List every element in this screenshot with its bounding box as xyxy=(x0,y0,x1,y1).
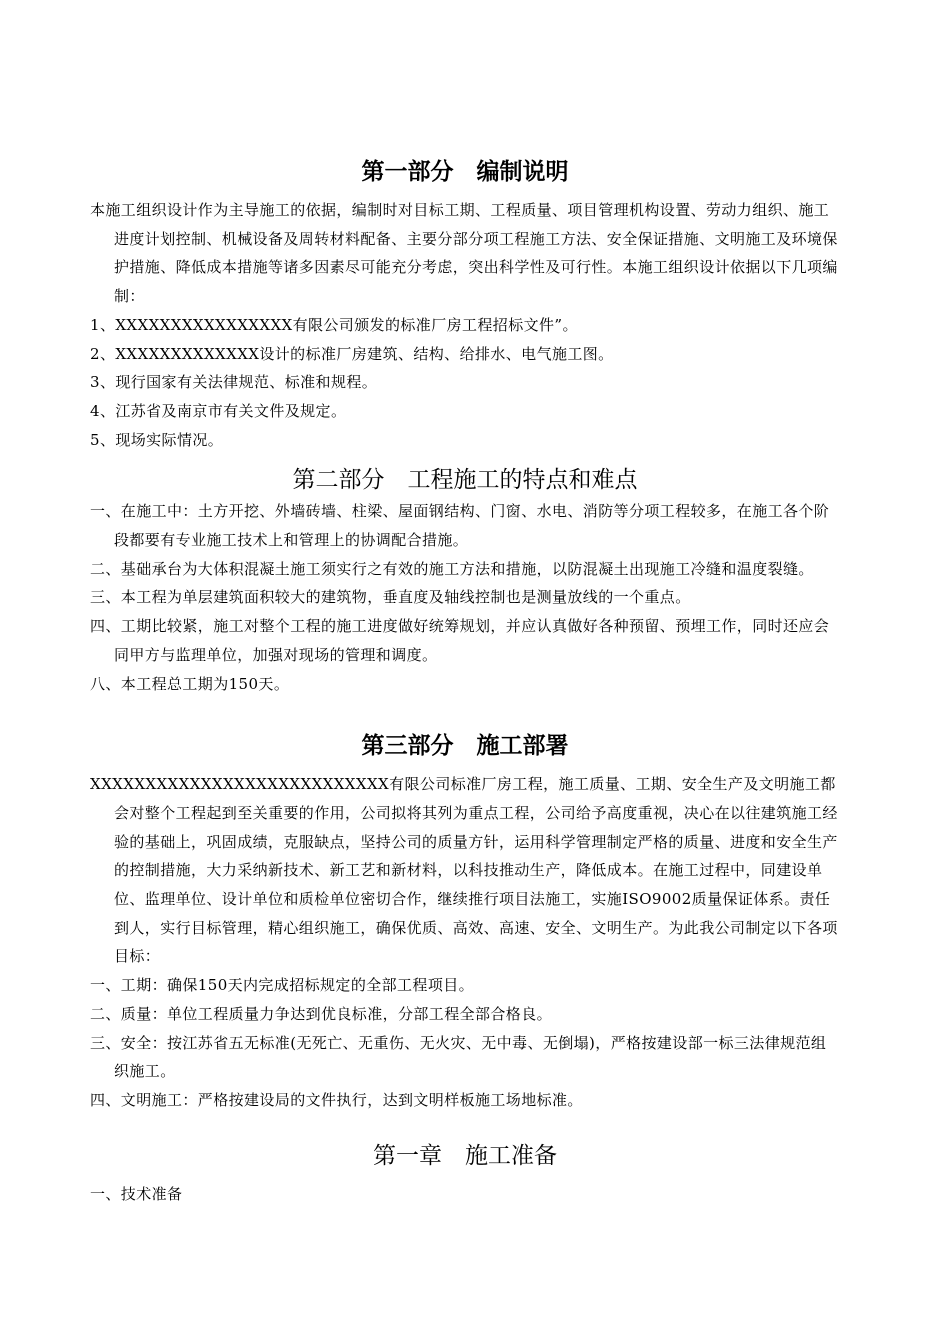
list-item: 一、在施工中：土方开挖、外墙砖墙、柱梁、屋面钢结构、门窗、水电、消防等分项工程较多，在施工各个阶段都要有专业施工技术上和管理上的协调配合措施。 xyxy=(90,502,830,550)
list-item: 二、质量：单位工程质量力争达到优良标准，分部工程全部合格良。 xyxy=(90,1004,553,1023)
list-item: 三、本工程为单层建筑面积较大的建筑物，垂直度及轴线控制也是测量放线的一个重点。 xyxy=(90,588,691,607)
list-item: 2、XXXXXXXXXXXXX设计的标准厂房建筑、结构、给排水、电气施工图。 xyxy=(90,344,614,363)
list-item: 3、现行国家有关法律规范、标准和规程。 xyxy=(90,373,378,392)
list-item: 一、技术准备 xyxy=(90,1184,183,1203)
list-item: 四、工期比较紧，施工对整个工程的施工进度做好统筹规划，并应认真做好各种预留、预埋工作，同时还应会同甲方与监理单位，加强对现场的管理和调度。 xyxy=(90,617,830,664)
list-item: 三、安全：按江苏省五无标准(无死亡、无重伤、无火灾、无中毒、无倒塌)，严格按建设部一标三法律规范组织施工。 xyxy=(90,1033,827,1081)
section-1-intro: 本施工组织设计作为主导施工的依据，编制时对目标工期、工程质量、项目管理机构设置、劳动力组织、施工进度计划控制、机械设备及周转材料配备、主要分部分项工程施工方法、安全保证措施、文明施工及环境保护措施、降低成本措施等诸多因素尽可能充分考虑，突出科学性及可行性。本施工组织设计依据以下几项编制： xyxy=(90,201,838,306)
chapter-1-list xyxy=(90,1180,840,1209)
list-item: 1、XXXXXXXXXXXXXXXX有限公司颁发的标准厂房工程招标文件”。 xyxy=(90,315,578,334)
list-item: 二、基础承台为大体积混凝土施工须实行之有效的施工方法和措施，以防混凝土出现施工冷缝和温度裂缝。 xyxy=(90,559,814,578)
list-item: 一、工期：确保150天内完成招标规定的全部工程项目。 xyxy=(90,976,475,995)
list-item: 4、江苏省及南京市有关文件及规定。 xyxy=(90,401,347,420)
section-2-list xyxy=(90,497,840,698)
list-item: 5、现场实际情况。 xyxy=(90,430,224,449)
section-3-list xyxy=(90,971,840,1115)
list-item: 四、文明施工：严格按建设局的文件执行，达到文明样板施工场地标准。 xyxy=(90,1090,583,1109)
section-1-title: 第一部分 编制说明 xyxy=(361,158,569,185)
section-2-title: 第二部分 工程施工的特点和难点 xyxy=(292,467,638,494)
list-item: 八、本工程总工期为150天。 xyxy=(90,674,290,693)
section-1-list xyxy=(90,311,840,455)
chapter-1-title: 第一章 施工准备 xyxy=(373,1142,557,1169)
section-3-intro: XXXXXXXXXXXXXXXXXXXXXXXXXXX有限公司标准厂房工程，施工质量、工期、安全生产及文明施工都会对整个工程起到至关重要的作用，公司拟将其列为重点工程，公司给予高度重视，决心在以往建筑施工经验的基础上，巩固成绩，克服缺点，坚持公司的质量方针，运用科学管理制定严格的质量、进度和安全生产的控制措施，大力采纳新技术、新工艺和新材料，以科技推动生产，降低成本。在施工过程中，同建设单位、监理单位、设计单位和质检单位密切合作，继续推行项目法施工，实施ISO9002质量保证体系。责任到人，实行目标管理，精心组织施工，确保优质、高效、高速、安全、文明生产。为此我公司制定以下各项目标： xyxy=(90,775,838,966)
section-3-title: 第三部分 施工部署 xyxy=(361,732,569,760)
